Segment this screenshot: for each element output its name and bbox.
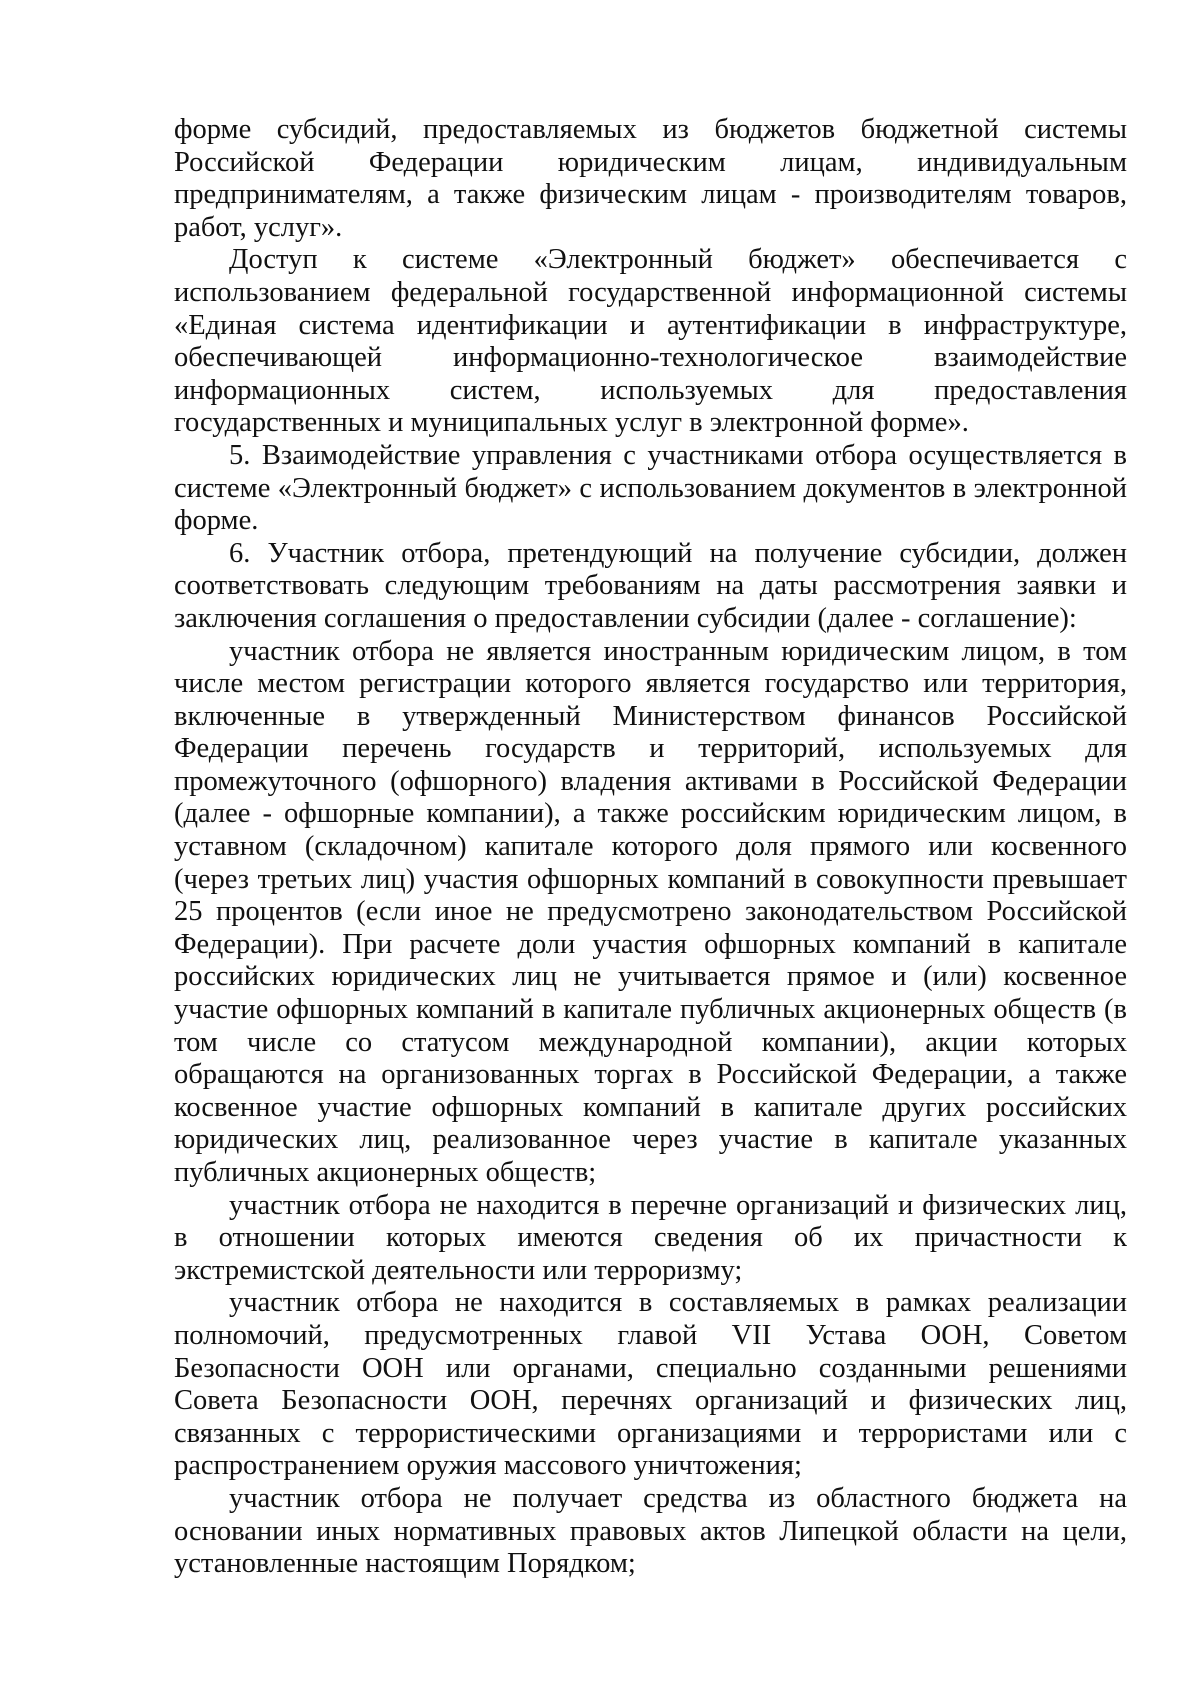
paragraph-extremism-requirement: участник отбора не находится в перечне организаций и физических лиц, в отношении которых имеются сведения об их причастности к экстремистской деятельности или терроризму; [174, 1189, 1127, 1286]
paragraph-item-6: 6. Участник отбора, претендующий на получение субсидии, должен соответствовать следующим требованиям на даты рассмотрения заявки и заключения соглашения о предоставлении субсидии (далее - соглашение): [174, 537, 1127, 634]
paragraph-offshore-requirement: участник отбора не является иностранным юридическим лицом, в том числе местом регистрации которого является государство или территория, включенные в утвержденный Министерством финансов Российской Федерации перечень государств и территорий, используемых для промежуточного (офшорного) владения активами в Российской Федерации (далее - офшорные компании), а также российским юридическим лицом, в уставном (складочном) капитале которого доля прямого или косвенного (через третьих лиц) участия офшорных компаний в совокупности превышает 25 процентов (если иное не предусмотрено законодательством Российской Федерации). При расчете доли участия офшорных компаний в капитале российских юридических лиц не учитывается прямое и (или) косвенное участие офшорных компаний в капитале публичных акционерных обществ (в том числе со статусом международной компании), акции которых обращаются на организованных торгах в Российской Федерации, а также косвенное участие офшорных компаний в капитале других российских юридических лиц, реализованное через участие в капитале указанных публичных акционерных обществ; [174, 635, 1127, 1188]
paragraph-regional-budget-requirement: участник отбора не получает средства из областного бюджета на основании иных нормативных правовых актов Липецкой области на цели, установленные настоящим Порядком; [174, 1482, 1127, 1580]
paragraph-un-lists-requirement: участник отбора не находится в составляемых в рамках реализации полномочий, предусмотренных главой VII Устава ООН, Советом Безопасности ООН или органами, специально созданными решениями Совета Безопасности ООН, перечнях организаций и физических лиц, связанных с террористическими организациями и террористами или с распространением оружия массового уничтожения; [174, 1287, 1127, 1482]
paragraph-continuation: форме субсидий, предоставляемых из бюджетов бюджетной системы Российской Федерации юридическим лицам, индивидуальным предпринимателям, а также физическим лицам - производителям товаров, работ, услуг». [174, 114, 1127, 243]
paragraph-item-5: 5. Взаимодействие управления с участниками отбора осуществляется в системе «Электронный бюджет» с использованием документов в электронной форме. [174, 439, 1127, 537]
paragraph-electronic-budget-access: Доступ к системе «Электронный бюджет» обеспечивается с использованием федеральной государственной информационной системы «Единая система идентификации и аутентификации в инфраструктуре, обеспечивающей информационно-технологическое взаимодействие информационных систем, используемых для предоставления государственных и муниципальных услуг в электронной форме». [174, 244, 1127, 439]
document-body [174, 114, 1127, 1581]
